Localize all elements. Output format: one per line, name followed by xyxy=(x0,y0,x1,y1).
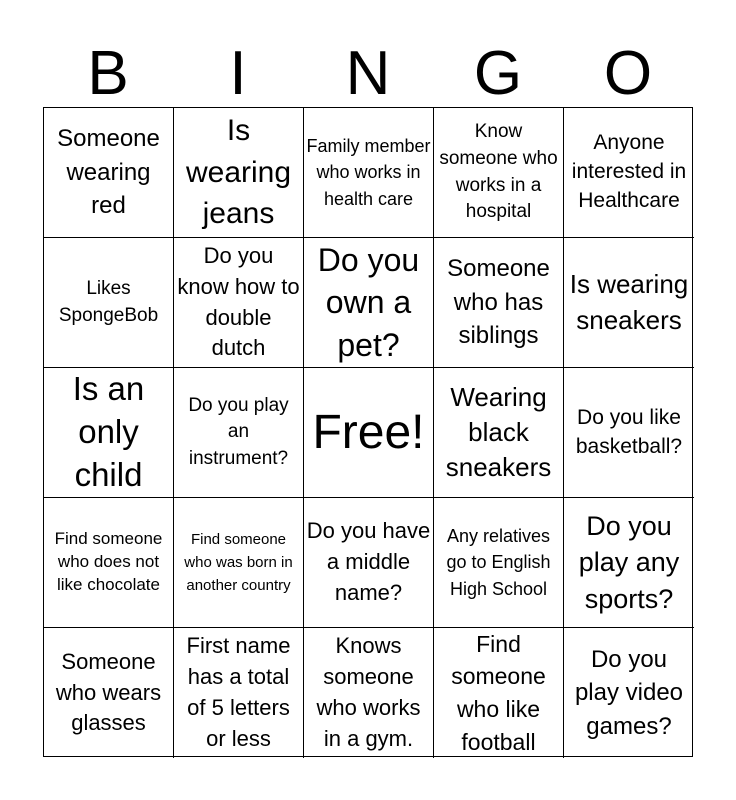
cell-text: First name has a total of 5 letters or less xyxy=(186,633,291,751)
cell-text: Anyone interested in Healthcare xyxy=(571,131,687,212)
cell-text: Find someone who like football xyxy=(451,630,546,755)
bingo-cell[interactable] xyxy=(44,628,174,758)
cell-text: Find someone who does not like chocolate xyxy=(54,529,163,594)
bingo-cell[interactable] xyxy=(564,628,694,758)
bingo-cell[interactable] xyxy=(174,628,304,758)
cell-text: Someone wearing red xyxy=(57,125,160,220)
cell-text: Likes SpongeBob xyxy=(58,277,159,326)
cell-text: Is an only child xyxy=(72,370,145,493)
bingo-cell[interactable] xyxy=(564,238,694,368)
cell-text: Do you play any sports? xyxy=(578,510,680,614)
cell-text: Find someone who was born in another country xyxy=(184,530,293,595)
cell-text: Any relatives go to English High School xyxy=(446,526,551,599)
bingo-cell[interactable] xyxy=(434,368,564,498)
cell-text: Someone who wears glasses xyxy=(55,648,162,736)
bingo-cell[interactable] xyxy=(44,238,174,368)
bingo-cell[interactable] xyxy=(564,498,694,628)
cell-text: Is wearing jeans xyxy=(185,114,292,231)
bingo-cell[interactable] xyxy=(174,368,304,498)
bingo-cell[interactable] xyxy=(434,498,564,628)
bingo-cell[interactable] xyxy=(44,108,174,238)
bingo-header xyxy=(43,40,693,108)
bingo-cell[interactable] xyxy=(304,498,434,628)
cell-text: Do you know how to double dutch xyxy=(177,242,300,361)
cell-text: Do you like basketball? xyxy=(575,405,683,458)
bingo-cell[interactable] xyxy=(434,238,564,368)
bingo-cell[interactable] xyxy=(564,108,694,238)
bingo-cell[interactable] xyxy=(434,108,564,238)
header-letter-i: I xyxy=(229,39,247,108)
free-space[interactable] xyxy=(304,368,434,498)
bingo-cell[interactable] xyxy=(44,498,174,628)
cell-text: Do you play an instrument? xyxy=(188,394,289,469)
header-letter-b: B xyxy=(87,39,129,108)
bingo-cell[interactable] xyxy=(434,628,564,758)
cell-text: Do you play video games? xyxy=(574,645,684,740)
cell-text: Do you own a pet? xyxy=(317,242,420,363)
bingo-cell[interactable] xyxy=(564,368,694,498)
bingo-cell[interactable] xyxy=(304,628,434,758)
header-letter-o: O xyxy=(603,39,653,108)
bingo-cell[interactable] xyxy=(44,368,174,498)
bingo-grid xyxy=(43,107,693,757)
header-letter-n: N xyxy=(345,39,391,108)
cell-text: Wearing black sneakers xyxy=(445,381,552,483)
cell-text: Do you have a middle name? xyxy=(306,518,431,605)
bingo-cell[interactable] xyxy=(304,108,434,238)
bingo-cell[interactable] xyxy=(174,108,304,238)
header-letter-g: G xyxy=(473,39,523,108)
cell-text: Is wearing sneakers xyxy=(569,269,689,335)
cell-text: Family member who works in health care xyxy=(306,136,431,209)
bingo-cell[interactable] xyxy=(174,498,304,628)
cell-text: Knows someone who works in a gym. xyxy=(316,633,421,751)
bingo-cell[interactable] xyxy=(174,238,304,368)
cell-text: Someone who has siblings xyxy=(447,255,550,350)
cell-text: Know someone who works in a hospital xyxy=(439,121,558,223)
bingo-cell[interactable] xyxy=(304,238,434,368)
cell-text: Free! xyxy=(312,405,425,459)
